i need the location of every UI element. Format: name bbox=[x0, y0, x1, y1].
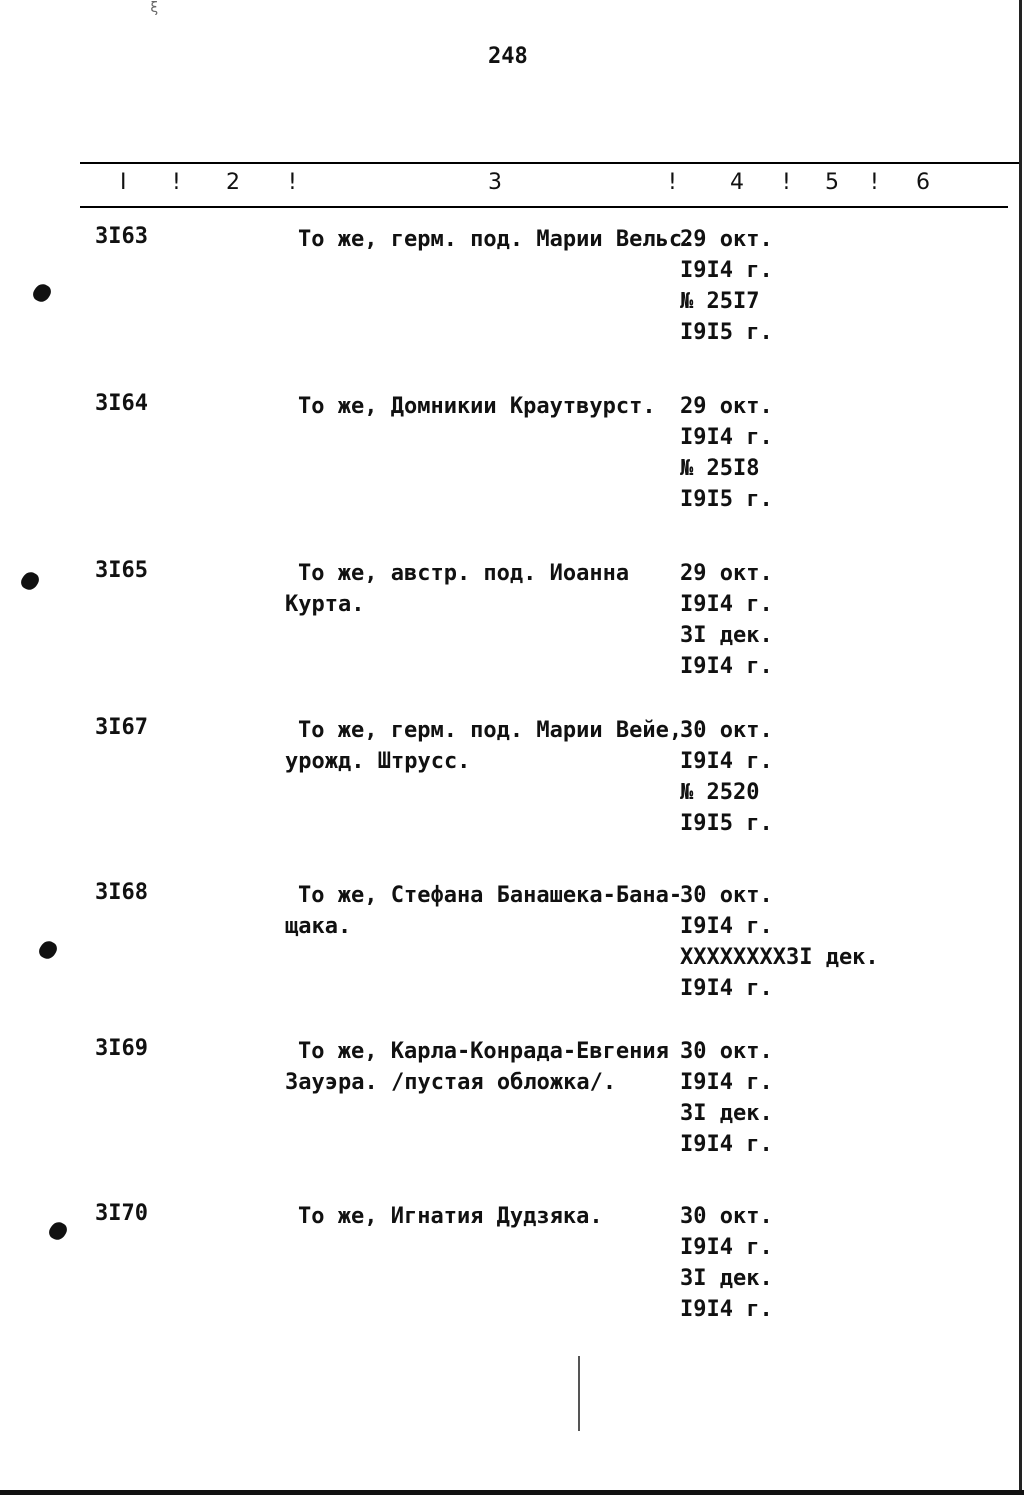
date-line: № 25I8 bbox=[680, 456, 760, 481]
description-line-2: Зауэра. /пустая обложка/. bbox=[285, 1070, 617, 1095]
item-dates bbox=[680, 1201, 773, 1325]
date-line: 3I дек. bbox=[680, 623, 773, 648]
date-line: 29 окт. bbox=[680, 227, 773, 252]
item-number: 3I63 bbox=[95, 224, 148, 249]
item-number: 3I67 bbox=[95, 715, 148, 740]
corner-pencil-mark: ξ bbox=[150, 0, 159, 16]
item-description bbox=[285, 558, 675, 620]
item-dates bbox=[680, 391, 773, 515]
item-number: 3I65 bbox=[95, 558, 148, 583]
scan-scratch bbox=[578, 1356, 580, 1431]
description-line-1: То же, Стефана Банашека-Бана- bbox=[298, 883, 683, 908]
header-sep-1: ! bbox=[172, 170, 181, 195]
date-line: 30 окт. bbox=[680, 883, 773, 908]
date-line: 3I дек. bbox=[680, 1266, 773, 1291]
description-line-2: Курта. bbox=[285, 592, 365, 617]
item-description bbox=[285, 224, 696, 255]
date-line: XXXXXXXX3I дек. bbox=[680, 945, 879, 970]
item-description bbox=[285, 880, 683, 942]
description-line-2: урожд. Штрусс. bbox=[285, 749, 471, 774]
date-line: № 2520 bbox=[680, 780, 760, 805]
page-bottom-edge bbox=[0, 1490, 1024, 1495]
date-line: 30 окт. bbox=[680, 1039, 773, 1064]
date-line: I9I4 г. bbox=[680, 425, 773, 450]
date-line: I9I5 г. bbox=[680, 320, 773, 345]
date-line: I9I4 г. bbox=[680, 749, 773, 774]
date-line: I9I4 г. bbox=[680, 258, 773, 283]
header-sep-4: ! bbox=[782, 170, 791, 195]
date-line: № 25I7 bbox=[680, 289, 760, 314]
date-line: 29 окт. bbox=[680, 394, 773, 419]
item-number: 3I69 bbox=[95, 1036, 148, 1061]
item-dates bbox=[680, 880, 879, 1004]
table-top-rule bbox=[80, 162, 1022, 164]
date-line: I9I4 г. bbox=[680, 1070, 773, 1095]
item-description bbox=[285, 1036, 675, 1098]
description-line-1: То же, герм. под. Марии Вельс. bbox=[298, 227, 696, 252]
header-col-2: 2 bbox=[226, 170, 240, 195]
header-col-6: 6 bbox=[916, 170, 930, 195]
date-line: 3I дек. bbox=[680, 1101, 773, 1126]
punch-hole bbox=[31, 281, 54, 305]
date-line: I9I5 г. bbox=[680, 811, 773, 836]
date-line: 30 окт. bbox=[680, 1204, 773, 1229]
item-number: 3I64 bbox=[95, 391, 148, 416]
date-line: I9I4 г. bbox=[680, 914, 773, 939]
item-dates bbox=[680, 715, 773, 839]
description-line-1: То же, Игнатия Дудзяка. bbox=[298, 1204, 603, 1229]
header-sep-3: ! bbox=[668, 170, 677, 195]
header-col-3: 3 bbox=[488, 170, 502, 195]
date-line: I9I4 г. bbox=[680, 1235, 773, 1260]
item-number: 3I70 bbox=[95, 1201, 148, 1226]
item-description bbox=[285, 391, 675, 422]
punch-hole bbox=[47, 1219, 70, 1243]
date-line: I9I4 г. bbox=[680, 976, 773, 1001]
header-col-4: 4 bbox=[730, 170, 744, 195]
item-dates bbox=[680, 558, 773, 682]
page-edge bbox=[1019, 0, 1022, 1495]
item-description bbox=[285, 715, 683, 777]
punch-hole bbox=[19, 569, 42, 593]
header-col-5: 5 bbox=[825, 170, 839, 195]
punch-hole bbox=[37, 938, 60, 962]
header-col-1: I bbox=[120, 170, 127, 195]
item-description bbox=[285, 1201, 675, 1232]
description-line-2: щака. bbox=[285, 914, 352, 939]
item-number: 3I68 bbox=[95, 880, 148, 905]
item-dates bbox=[680, 1036, 773, 1160]
header-sep-2: ! bbox=[288, 170, 297, 195]
date-line: I9I4 г. bbox=[680, 1297, 773, 1322]
date-line: I9I5 г. bbox=[680, 487, 773, 512]
date-line: I9I4 г. bbox=[680, 1132, 773, 1157]
date-line: 30 окт. bbox=[680, 718, 773, 743]
date-line: I9I4 г. bbox=[680, 654, 773, 679]
item-dates bbox=[680, 224, 773, 348]
date-line: I9I4 г. bbox=[680, 592, 773, 617]
header-sep-5: ! bbox=[870, 170, 879, 195]
description-line-1: То же, герм. под. Марии Вейе, bbox=[298, 718, 683, 743]
description-line-1: То же, австр. под. Иоанна bbox=[298, 561, 630, 586]
description-line-1: То же, Карла-Конрада-Евгения bbox=[298, 1039, 669, 1064]
date-line: 29 окт. bbox=[680, 561, 773, 586]
table-header-rule bbox=[80, 206, 1008, 208]
page-number: 248 bbox=[488, 44, 528, 69]
description-line-1: То же, Домникии Краутвурст. bbox=[298, 394, 656, 419]
